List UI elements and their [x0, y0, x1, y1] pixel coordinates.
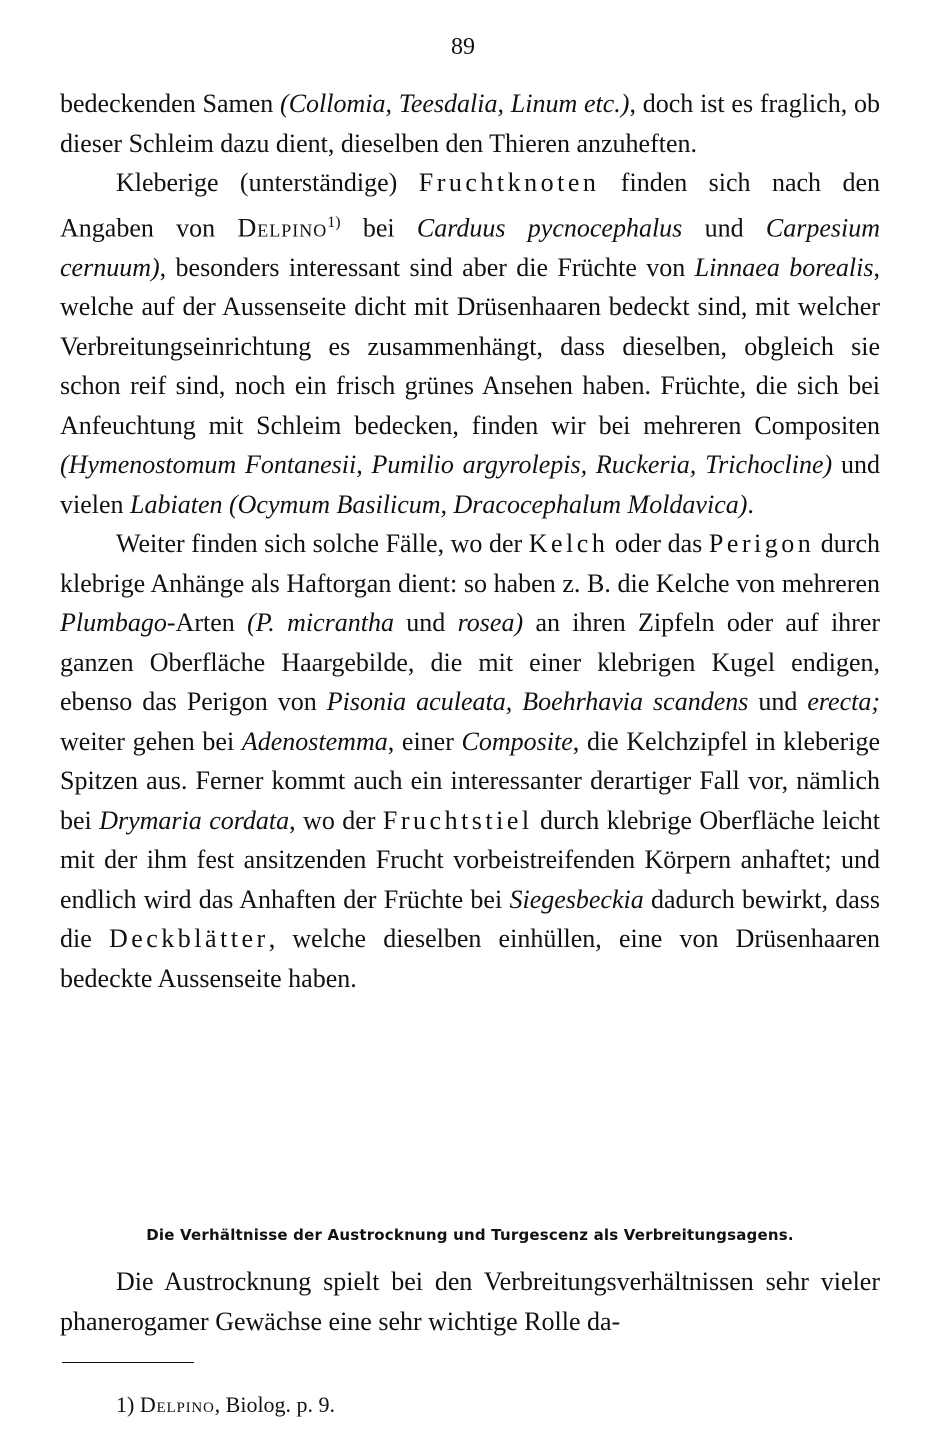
section-heading: Die Verhältnisse der Austrocknung und Turgescenz als Verbreitungsagens. — [146, 1226, 794, 1244]
text-run: und — [682, 213, 766, 243]
spaced-emphasis: Perigon — [708, 529, 815, 559]
spaced-emphasis: Deckblätter — [108, 924, 269, 954]
italic-text: Adenostemma — [241, 726, 388, 756]
italic-text: Linnaea borealis — [694, 252, 874, 282]
paragraph — [60, 1262, 880, 1341]
text-run: , welche auf der Aussenseite dicht mit Drüsenhaaren bedeckt sind, mit welcher Verbreitungseinrichtung es zusammenhängt, dass dieselben, obgleich sie schon reif sind, noch ein frisch grünes Ansehen haben. Früchte, die sich bei Anfeuchtung mit Schleim bedecken, finden wir bei mehreren Compositen — [60, 252, 880, 440]
footnote-divider — [62, 1362, 194, 1363]
footnote-reference: , Biolog. p. 9. — [214, 1392, 336, 1417]
body-text-continued — [60, 1262, 880, 1341]
italic-text: Drymaria cordata — [99, 805, 290, 835]
italic-text: rosea) — [457, 608, 524, 638]
italic-text: Siegesbeckia — [509, 884, 644, 914]
text-run: und — [393, 608, 458, 638]
text-run: . — [747, 489, 754, 519]
text-run: Die Austrocknung spielt bei den Verbreitungsverhältnissen sehr vieler phanerogamer Gewächse eine sehr wichtige Rolle da- — [60, 1267, 880, 1336]
text-run: oder das — [608, 529, 709, 559]
text-run: finden sich nach den Angaben von — [60, 168, 880, 243]
italic-text: Carduus pycnocephalus — [416, 213, 683, 243]
paragraph — [60, 84, 880, 163]
small-caps-name: Delpino — [237, 213, 328, 243]
text-run: -Arten — [166, 608, 248, 638]
text-run: , welche dieselben einhüllen, eine von Drüsenhaaren bedeckte Aussenseite haben. — [60, 924, 881, 993]
spaced-emphasis: Kelch — [528, 529, 609, 559]
italic-text: Pisonia aculeata, Boehrhavia scandens — [326, 687, 749, 717]
text-run: durch klebrige Anhänge als Haftorgan dient: so haben z. B. die Kelche von mehreren — [60, 529, 881, 598]
footnote-ref: 1) — [327, 213, 341, 231]
text-run: weiter gehen bei — [60, 726, 242, 756]
italic-text: Plumbago — [60, 608, 167, 638]
italic-text: erecta; — [807, 687, 881, 717]
text-run: an ihren Zipfeln oder auf ihrer ganzen Oberfläche Haargebilde, die mit einer klebrigen Kugel endigen, ebenso das Perigon von — [60, 608, 881, 717]
body-text — [60, 84, 880, 998]
page-number: 89 — [451, 34, 475, 60]
text-run: , besonders interessant sind aber die Früchte von — [159, 252, 695, 282]
footnote-author: Delpino — [139, 1392, 215, 1417]
italic-text: Composite — [461, 726, 573, 756]
text-run: durch klebrige Oberfläche leicht mit der ihm fest ansitzenden Frucht vorbeistreifenden Körpern anhaftet; und endlich wird das Anhaften der Früchte bei — [60, 805, 880, 914]
text-run: , wo der — [289, 805, 383, 835]
spaced-emphasis: Fruchtstiel — [382, 805, 533, 835]
text-run: dadurch bewirkt, dass die — [60, 884, 881, 954]
italic-text: (Hymenostomum Fontanesii, Pumilio argyrolepis, Ruckeria, Trichocline) — [60, 450, 833, 480]
italic-text: (Collomia, Teesdalia, Linum etc.) — [280, 89, 630, 118]
text-run: und — [748, 687, 808, 717]
text-run: bei — [340, 213, 417, 243]
footnote — [116, 1392, 335, 1418]
italic-text: (P. micrantha — [247, 608, 394, 638]
text-run: Kleberige (unterständige) — [116, 168, 419, 197]
text-run: , die Kelchzipfel in kleberige Spitzen aus. Ferner kommt auch ein interessanter derartiger Fall vor, nämlich bei — [60, 726, 880, 835]
paragraph — [60, 163, 880, 524]
italic-text: Carpesium cernuum) — [60, 213, 880, 282]
paragraph — [60, 524, 880, 998]
text-run: Weiter finden sich solche Fälle, wo der — [116, 529, 529, 559]
footnote-marker: 1) — [116, 1392, 135, 1417]
text-run: und vielen — [60, 450, 880, 519]
text-run: bedeckenden Samen — [60, 89, 281, 118]
text-run: , einer — [387, 726, 462, 756]
spaced-emphasis: Fruchtknoten — [418, 168, 600, 197]
italic-text: Labiaten (Ocymum Basilicum, Dracocephalum Moldavica) — [130, 489, 748, 519]
text-run: , doch ist es fraglich, ob dieser Schleim dazu dient, dieselben den Thieren anzuheften. — [60, 89, 880, 158]
